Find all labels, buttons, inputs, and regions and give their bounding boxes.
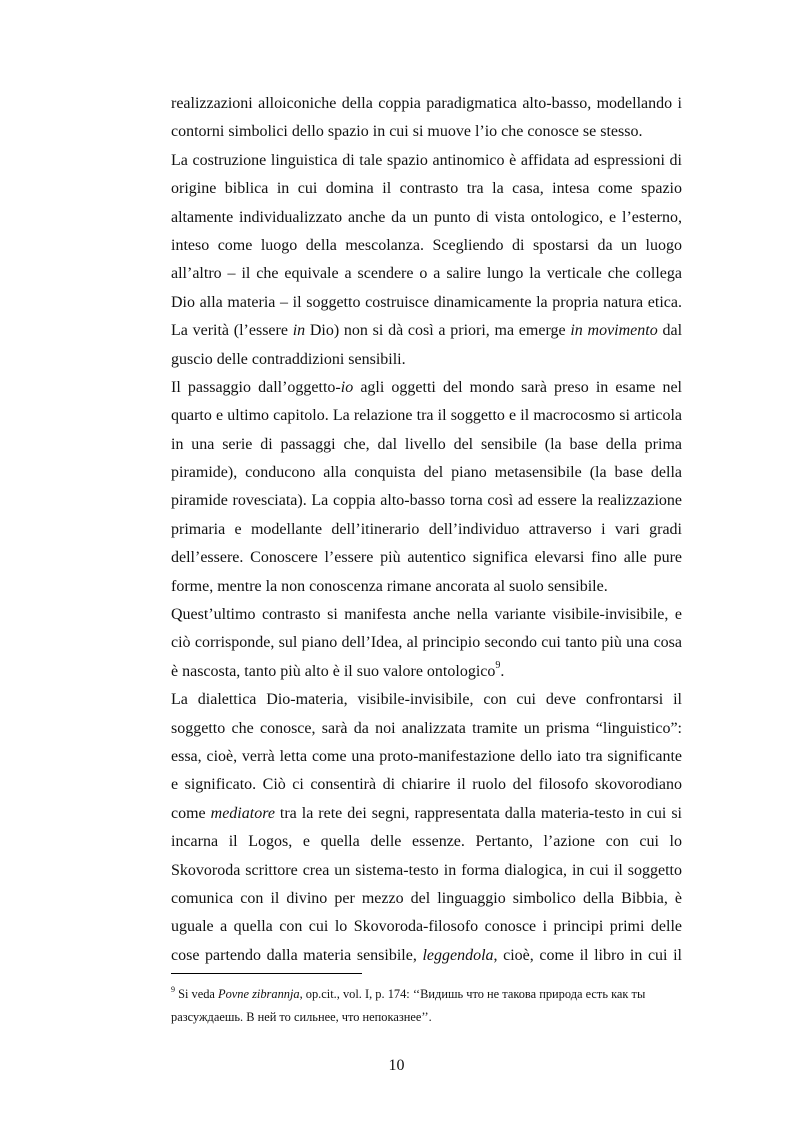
text-line: realizzazioni alloiconiche della coppia paradigmatica alto-basso, modellando i	[171, 95, 682, 112]
text-run: La verità (l’essere	[171, 322, 293, 340]
text-run: Dio) non si dà così a priori, ma emerge	[305, 322, 571, 340]
text-line: La costruzione linguistica di tale spazio antinomico è affidata ad espressioni di	[171, 151, 682, 169]
italic-text: in	[292, 322, 306, 340]
text-run: , cioè, come il libro in cui il	[493, 946, 682, 964]
text-line	[171, 942, 682, 970]
text-line: in una serie di passaggi che, dal livello del sensibile (la base della prima	[171, 435, 682, 453]
text-line: Quest’ultimo contrasto si manifesta anche nella variante visibile-invisibile, e	[171, 606, 682, 624]
text-line: guscio delle contraddizioni sensibili.	[171, 350, 406, 368]
text-line: Skovoroda scrittore crea un sistema-testo in forma dialogica, in cui il soggetto	[171, 861, 682, 879]
italic-text: mediatore	[210, 804, 275, 822]
body-text	[171, 90, 682, 970]
text-line: inteso come luogo della mescolanza. Scegliendo di spostarsi da un luogo	[171, 236, 682, 254]
text-line: origine biblica in cui domina il contrasto tra la casa, intesa come spazio	[171, 180, 682, 198]
text-line: all’altro – il che equivale a scendere o a salire lungo la verticale che collega	[171, 265, 682, 283]
footnote-reference[interactable]: 9	[495, 660, 501, 672]
text-run: dal	[657, 322, 683, 340]
text-run: Il passaggio dall’oggetto-	[171, 378, 341, 396]
text-run: come	[171, 804, 211, 822]
text-line: incarna il Logos, e quella delle essenze. Pertanto, l’azione con cui lo	[171, 833, 682, 851]
text-line: quarto e ultimo capitolo. La relazione tra il soggetto e il macrocosmo si articola	[171, 407, 682, 425]
text-line: piramide), conducono alla conquista del piano metasensibile (la base della	[171, 464, 682, 482]
footnote-italic-title: Povne zibrannja	[218, 987, 300, 1001]
text-line: Dio alla materia – il soggetto costruisce dinamicamente la propria natura etica.	[171, 293, 682, 311]
text-line	[171, 800, 682, 828]
footnote-line: разсуждаешь. В ней то сильнее, что непоказнее’’.	[171, 1010, 432, 1024]
text-line: ciò corrisponde, sul piano dell’Idea, al principio secondo cui tanto più una cosa	[171, 634, 682, 652]
footnote	[171, 983, 682, 1029]
text-line	[171, 374, 682, 402]
text-line: comunica con il divino per mezzo del linguaggio simbolico della Bibbia, è	[171, 889, 682, 907]
text-line: uguale a quella con cui lo Skovoroda-filosofo conosce i principi primi delle	[171, 918, 682, 936]
page-number: 10	[388, 1057, 405, 1074]
text-line: forme, mentre la non conoscenza rimane ancorata al suolo sensibile.	[171, 577, 608, 595]
text-run: .	[500, 662, 505, 680]
text-line: La dialettica Dio-materia, visibile-invisibile, con cui deve confrontarsi il	[171, 691, 682, 709]
text-line: altamente individualizzato anche da un punto di vista ontologico, e l’esterno,	[171, 208, 682, 226]
footnote-number: 9	[171, 984, 175, 994]
text-run: tra la rete dei segni, rappresentata dalla materia-testo in cui si	[274, 804, 682, 822]
text-line: contorni simbolici dello spazio in cui si muove l’io che conosce se stesso.	[171, 123, 643, 141]
text-line: dell’essere. Conoscere l’essere più autentico significa elevarsi fino alle pure	[171, 549, 682, 567]
text-run: è nascosta, tanto più alto è il suo valore ontologico	[171, 662, 496, 680]
footnote-text: , op.cit., vol. I, p. 174: ‘‘Видишь что не такова природа есть как ты	[299, 987, 646, 1001]
italic-text: io	[340, 378, 354, 396]
italic-text: leggendola	[422, 946, 494, 964]
text-run: agli oggetti del mondo sarà preso in esame nel	[353, 378, 683, 396]
text-line: primaria e modellante dell’itinerario dell’individuo attraverso i vari gradi	[171, 520, 682, 538]
text-line	[171, 317, 682, 345]
italic-text: in movimento	[570, 322, 658, 340]
footnote-line	[171, 983, 682, 1006]
text-line: essa, cioè, verrà letta come una proto-manifestazione dello iato tra significante	[171, 747, 682, 765]
text-line: e significato. Ciò ci consentirà di chiarire il ruolo del filosofo skovorodiano	[171, 776, 682, 794]
footnote-separator	[171, 973, 362, 974]
text-line: soggetto che conosce, sarà da noi analizzata tramite un prisma “linguistico”:	[171, 719, 682, 737]
text-line	[171, 658, 682, 686]
text-run: cose partendo dalla materia sensibile,	[171, 946, 423, 964]
footnote-text: Si veda	[175, 987, 219, 1001]
text-line: piramide rovesciata). La coppia alto-basso torna così ad essere la realizzazione	[171, 492, 682, 510]
